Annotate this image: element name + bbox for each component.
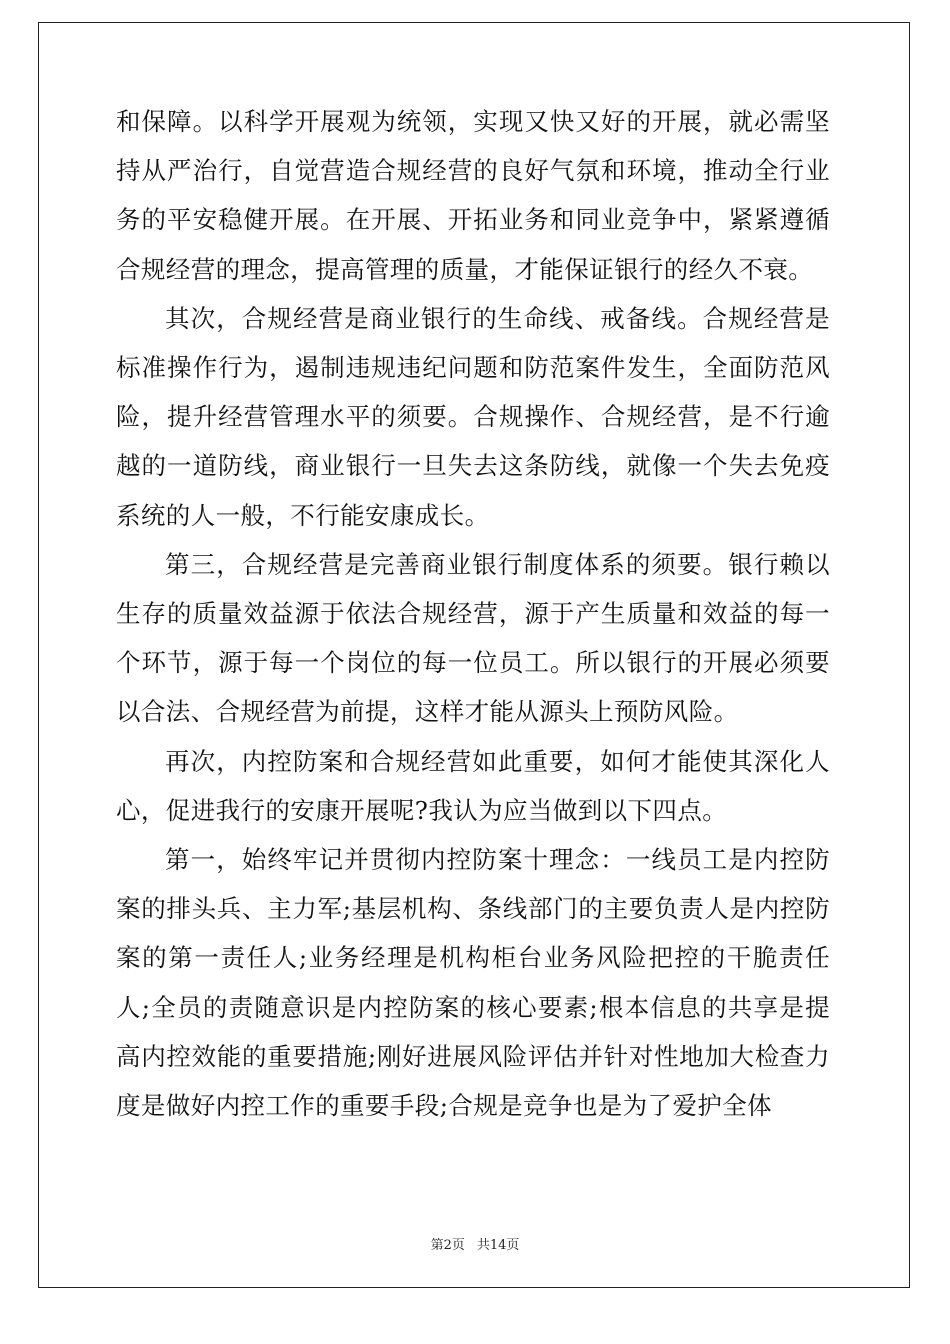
document-body [116,97,830,1130]
paragraph-4: 再次，内控防案和合规经营如此重要，如何才能使其深化人心，促进我行的安康开展呢?我认为应当做到以下四点。 [116,746,830,825]
paragraph-2: 其次，合规经营是商业银行的生命线、戒备线。合规经营是标准操作行为，遏制违规违纪问题和防范案件发生，全面防范风险，提升经营管理水平的须要。合规操作、合规经营，是不行逾越的一道防线，商业银行一旦失去这条防线，就像一个失去免疫系统的人一般，不行能安康成长。 [116,303,830,530]
paragraph-5: 第一，始终牢记并贯彻内控防案十理念：一线员工是内控防案的排头兵、主力军;基层机构、条线部门的主要负责人是内控防案的第一责任人;业务经理是机构柜台业务风险把控的干脆责任人;全员的责随意识是内控防案的核心要素;根本信息的共享是提高内控效能的重要措施;刚好进展风险评估并针对性地加大检查力度是做好内控工作的重要手段;合规是竞争也是为了爱护全体 [116,845,830,1121]
paragraph-1: 和保障。以科学开展观为统领，实现又快又好的开展，就必需坚持从严治行，自觉营造合规经营的良好气氛和环境，推动全行业务的平安稳健开展。在开展、开拓业务和同业竞争中，紧紧遵循合规经营的理念，提高管理的质量，才能保证银行的经久不衰。 [116,107,830,284]
page-total: 共14页 [476,1238,520,1253]
paragraph-3: 第三，合规经营是完善商业银行制度体系的须要。银行赖以生存的质量效益源于依法合规经营，源于产生质量和效益的每一个环节，源于每一个岗位的每一位员工。所以银行的开展必须要以合法、合规经营为前提，这样才能从源头上预防风险。 [116,549,830,727]
page-number: 第2页 [430,1238,465,1253]
page-footer [0,1234,950,1253]
